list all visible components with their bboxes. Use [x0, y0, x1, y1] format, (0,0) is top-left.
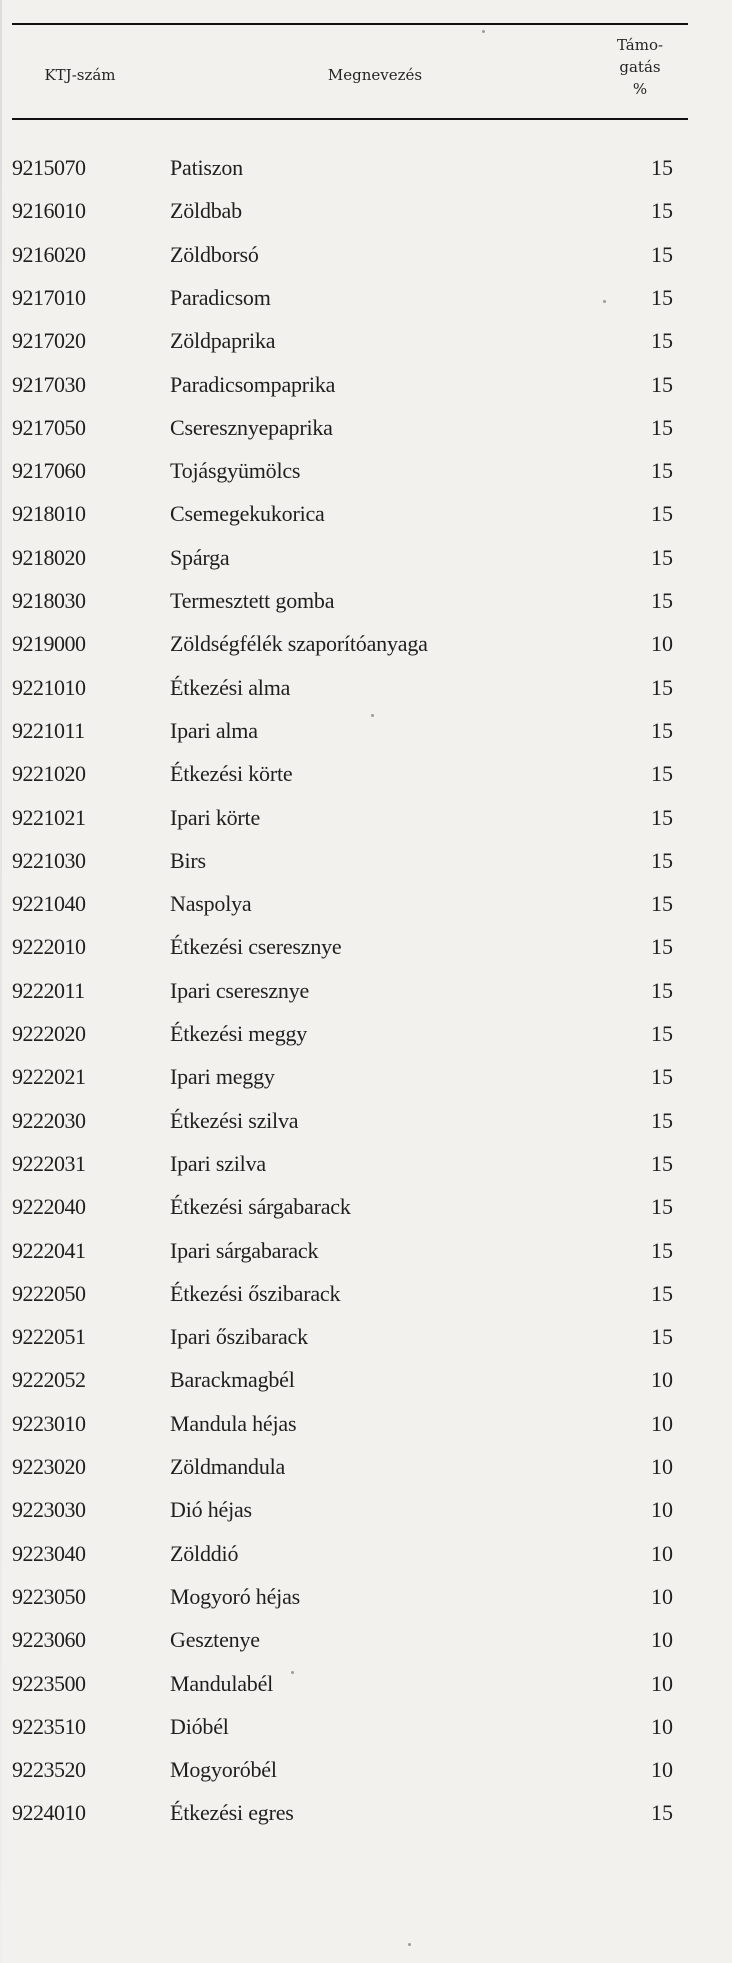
support-percent: 15 — [651, 241, 673, 267]
item-name: Zöldborsó — [170, 241, 259, 267]
item-name: Zöldségfélék szaporítóanyaga — [170, 631, 428, 657]
table-row — [0, 1315, 732, 1358]
ktj-code: 9222052 — [12, 1367, 86, 1393]
item-name: Ipari meggy — [170, 1064, 275, 1090]
support-percent: 15 — [651, 414, 673, 440]
support-percent: 10 — [651, 1583, 673, 1609]
column-header-support-line2: gatás — [619, 58, 661, 76]
item-name: Étkezési egres — [170, 1800, 294, 1826]
support-percent: 15 — [651, 934, 673, 960]
support-percent: 15 — [651, 458, 673, 484]
table-row — [0, 1012, 732, 1055]
table-row — [0, 752, 732, 795]
ktj-code: 9223010 — [12, 1410, 86, 1436]
scan-speck — [291, 1671, 294, 1674]
support-percent: 15 — [651, 1280, 673, 1306]
support-percent: 15 — [651, 804, 673, 830]
table-row — [0, 882, 732, 925]
item-name: Dióbél — [170, 1713, 229, 1739]
table-row — [0, 1142, 732, 1185]
item-name: Naspolya — [170, 891, 252, 917]
support-percent: 15 — [651, 588, 673, 613]
ktj-code: 9217030 — [12, 371, 86, 397]
ktj-code: 9217010 — [12, 284, 86, 310]
ktj-code: 9222041 — [12, 1237, 86, 1263]
table-row — [0, 363, 732, 406]
support-percent: 10 — [651, 1497, 673, 1523]
table-row — [0, 969, 732, 1012]
support-percent: 15 — [651, 891, 673, 917]
item-name: Zöldbab — [170, 198, 242, 224]
ktj-code: 9222020 — [12, 1021, 86, 1046]
table-row — [0, 1618, 732, 1661]
table-row — [0, 1272, 732, 1315]
item-name: Ipari sárgabarack — [170, 1237, 319, 1263]
support-percent: 15 — [651, 1324, 673, 1350]
ktj-code: 9223050 — [12, 1583, 86, 1609]
table-row — [0, 796, 732, 839]
ktj-code: 9223020 — [12, 1454, 86, 1479]
support-percent: 10 — [651, 1454, 673, 1479]
ktj-code: 9223500 — [12, 1670, 86, 1696]
ktj-code: 9217020 — [12, 328, 86, 354]
item-name: Zöldpaprika — [170, 328, 276, 354]
table-row — [0, 1705, 732, 1748]
ktj-code: 9218020 — [12, 544, 86, 570]
ktj-code: 9222051 — [12, 1324, 86, 1350]
table-row — [0, 622, 732, 665]
table-row — [0, 449, 732, 492]
header-top-rule — [12, 23, 688, 25]
ktj-code: 9222011 — [12, 977, 85, 1003]
item-name: Étkezési szilva — [170, 1107, 299, 1133]
table-header — [0, 0, 732, 118]
ktj-code: 9221040 — [12, 891, 86, 917]
table-row — [0, 1055, 732, 1098]
support-percent: 15 — [651, 501, 673, 527]
ktj-code: 9224010 — [12, 1800, 86, 1826]
ktj-code: 9217060 — [12, 458, 86, 484]
table-row — [0, 709, 732, 752]
table-row — [0, 1748, 732, 1791]
table-row — [0, 1229, 732, 1272]
table-row — [0, 233, 732, 276]
table-row — [0, 146, 732, 189]
table-row — [0, 1358, 732, 1401]
ktj-code: 9218030 — [12, 588, 86, 613]
ktj-code: 9222050 — [12, 1280, 86, 1306]
table-row — [0, 1488, 732, 1531]
scan-speck — [482, 30, 485, 33]
item-name: Mogyoró héjas — [170, 1583, 300, 1609]
table-row — [0, 1791, 732, 1834]
support-percent: 15 — [651, 1800, 673, 1826]
scan-speck — [408, 1943, 411, 1946]
item-name: Étkezési cseresznye — [170, 934, 342, 960]
ktj-code: 9221020 — [12, 761, 86, 787]
support-percent: 15 — [651, 198, 673, 224]
ktj-code: 9221021 — [12, 804, 86, 830]
item-name: Tojásgyümölcs — [170, 458, 301, 484]
support-percent: 15 — [651, 328, 673, 354]
ktj-code: 9222010 — [12, 934, 86, 960]
table-row — [0, 1532, 732, 1575]
support-percent: 15 — [651, 1064, 673, 1090]
item-name: Zölddió — [170, 1540, 239, 1566]
ktj-code: 9216020 — [12, 241, 86, 267]
support-percent: 15 — [651, 1150, 673, 1176]
table-row — [0, 839, 732, 882]
table-row — [0, 1662, 732, 1705]
support-percent: 15 — [651, 977, 673, 1003]
item-name: Mandulabél — [170, 1670, 274, 1696]
table-row — [0, 1575, 732, 1618]
support-percent: 15 — [651, 284, 673, 310]
support-percent: 15 — [651, 674, 673, 700]
item-name: Ipari szilva — [170, 1150, 266, 1176]
item-name: Étkezési meggy — [170, 1021, 308, 1046]
item-name: Dió héjas — [170, 1497, 252, 1523]
ktj-code: 9223510 — [12, 1713, 86, 1739]
ktj-code: 9216010 — [12, 198, 86, 224]
ktj-code: 9223040 — [12, 1540, 86, 1566]
ktj-code: 9222030 — [12, 1107, 86, 1133]
support-percent: 15 — [651, 847, 673, 873]
ktj-code: 9223060 — [12, 1627, 86, 1653]
table-row — [0, 579, 732, 622]
table-row — [0, 1099, 732, 1142]
item-name: Ipari cseresznye — [170, 977, 310, 1003]
item-name: Ipari őszibarack — [170, 1324, 308, 1350]
support-percent: 15 — [651, 371, 673, 397]
item-name: Birs — [170, 847, 206, 873]
scan-speck — [371, 714, 374, 717]
item-name: Patiszon — [170, 155, 243, 180]
support-percent: 10 — [651, 1713, 673, 1739]
ktj-code: 9222040 — [12, 1194, 86, 1220]
support-percent: 15 — [651, 1107, 673, 1133]
support-percent: 10 — [651, 1410, 673, 1436]
ktj-code: 9215070 — [12, 155, 86, 180]
item-name: Mogyoróbél — [170, 1757, 277, 1783]
table-row — [0, 925, 732, 968]
column-header-code: KTJ-szám — [44, 66, 116, 84]
ktj-code: 9222031 — [12, 1150, 86, 1176]
item-name: Paradicsom — [170, 284, 271, 310]
support-percent: 10 — [651, 1627, 673, 1653]
table-row — [0, 1445, 732, 1488]
table-row — [0, 666, 732, 709]
support-percent: 10 — [651, 1757, 673, 1783]
ktj-code: 9218010 — [12, 501, 86, 527]
support-percent: 10 — [651, 1670, 673, 1696]
table-row — [0, 1402, 732, 1445]
ktj-code: 9223520 — [12, 1757, 86, 1783]
item-name: Mandula héjas — [170, 1410, 297, 1436]
support-percent: 10 — [651, 1540, 673, 1566]
column-header-support — [607, 34, 673, 100]
table-row — [0, 319, 732, 362]
item-name: Étkezési őszibarack — [170, 1280, 341, 1306]
support-percent: 15 — [651, 717, 673, 743]
support-percent: 15 — [651, 1194, 673, 1220]
table-row — [0, 189, 732, 232]
ktj-code: 9219000 — [12, 631, 86, 657]
support-percent: 15 — [651, 1021, 673, 1046]
header-bottom-rule — [12, 118, 688, 120]
scan-speck — [603, 300, 606, 303]
support-percent: 10 — [651, 631, 673, 657]
item-name: Termesztett gomba — [170, 588, 335, 613]
ktj-code: 9222021 — [12, 1064, 86, 1090]
item-name: Ipari alma — [170, 717, 258, 743]
ktj-code: 9221011 — [12, 717, 85, 743]
item-name: Gesztenye — [170, 1627, 260, 1653]
ktj-code: 9221010 — [12, 674, 86, 700]
support-percent: 15 — [651, 155, 673, 180]
column-header-support-line3: % — [632, 80, 648, 98]
item-name: Spárga — [170, 544, 230, 570]
table-row — [0, 276, 732, 319]
ktj-code: 9217050 — [12, 414, 86, 440]
column-header-name: Megnevezés — [327, 66, 423, 84]
item-name: Paradicsompaprika — [170, 371, 336, 397]
ktj-code: 9223030 — [12, 1497, 86, 1523]
item-name: Ipari körte — [170, 804, 261, 830]
support-percent: 15 — [651, 761, 673, 787]
ktj-code: 9221030 — [12, 847, 86, 873]
support-percent: 10 — [651, 1367, 673, 1393]
item-name: Cseresznyepaprika — [170, 414, 333, 440]
table-row — [0, 492, 732, 535]
table-row — [0, 536, 732, 579]
support-percent: 15 — [651, 1237, 673, 1263]
support-percent: 15 — [651, 544, 673, 570]
item-name: Csemegekukorica — [170, 501, 325, 527]
item-name: Zöldmandula — [170, 1454, 286, 1479]
item-name: Étkezési alma — [170, 674, 291, 700]
item-name: Étkezési sárgabarack — [170, 1194, 351, 1220]
table-row — [0, 1185, 732, 1228]
item-name: Barackmagbél — [170, 1367, 295, 1393]
table-row — [0, 406, 732, 449]
item-name: Étkezési körte — [170, 761, 293, 787]
column-header-support-line1: Támo- — [616, 36, 664, 54]
